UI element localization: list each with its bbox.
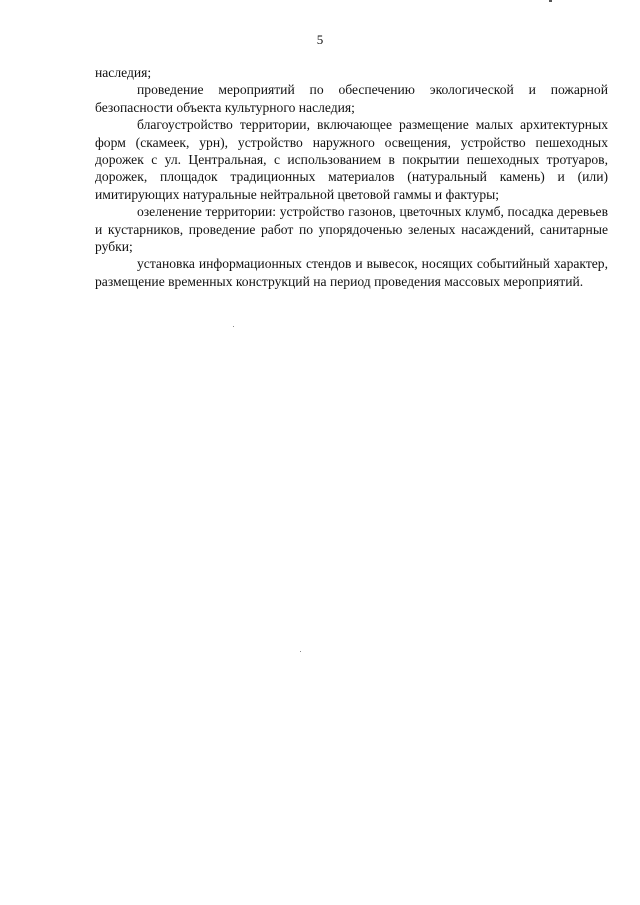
scan-mark — [549, 0, 552, 2]
paragraph-fire-safety: проведение мероприятий по обеспечению экологической и пожарной безопасности объекта культурного наследия; — [95, 82, 608, 115]
page-number: 5 — [316, 32, 324, 47]
paragraph-landscaping: благоустройство территории, включающее размещение малых архитектурных форм (скамеек, урн), устройство наружного освещения, устройство пешеходных дорожек с ул. Центральная, с использованием в покрытии пешеходных тротуаров, дорожек, площадок традиционных материалов (натуральный камень) и (или) имитирующих натуральные нейтральной цветовой гаммы и фактуры; — [95, 117, 608, 202]
paragraph-continuation: наследия; — [95, 65, 152, 80]
scan-speck — [300, 651, 301, 652]
paragraph-greening: озеленение территории: устройство газонов, цветочных клумб, посадка деревьев и кустарников, проведение работ по упорядоченью зеленых насаждений, санитарные рубки; — [95, 204, 608, 255]
paragraph-info-stands: установка информационных стендов и вывесок, носящих событийный характер, размещение временных конструкций на период проведения массовых мероприятий. — [95, 256, 608, 289]
scan-speck — [233, 326, 234, 327]
document-body — [95, 64, 608, 290]
